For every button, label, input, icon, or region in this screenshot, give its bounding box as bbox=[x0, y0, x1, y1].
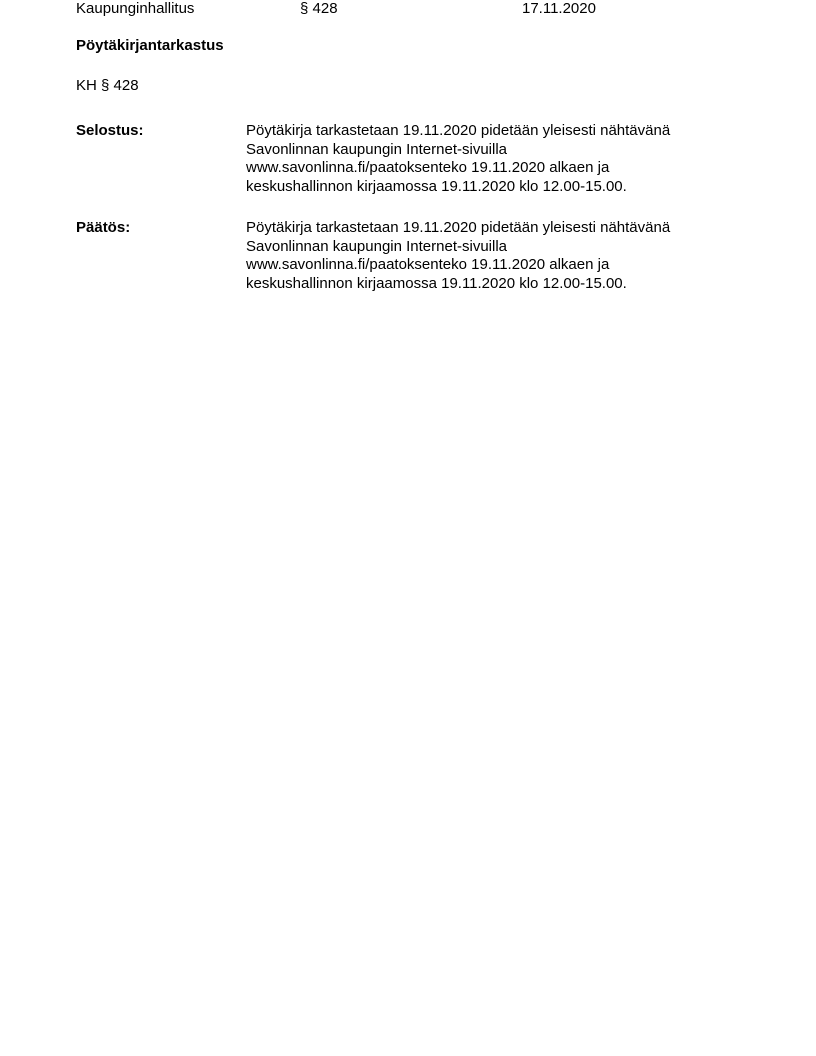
paatos-line: Pöytäkirja tarkastetaan 19.11.2020 pidetään yleisesti nähtävänä bbox=[246, 219, 671, 236]
selostus-section bbox=[76, 122, 756, 202]
paatos-line: Savonlinnan kaupungin Internet-sivuilla bbox=[246, 237, 508, 255]
selostus-line: www.savonlinna.fi/paatoksenteko 19.11.2020 alkaen ja bbox=[246, 159, 610, 176]
selostus-line: keskushallinnon kirjaamossa 19.11.2020 klo 12.00-15.00. bbox=[246, 177, 627, 195]
document-header bbox=[0, 0, 816, 20]
paatos-line: keskushallinnon kirjaamossa 19.11.2020 klo 12.00-15.00. bbox=[246, 274, 627, 292]
selostus-line: Savonlinnan kaupungin Internet-sivuilla bbox=[246, 140, 508, 158]
paatos-section bbox=[76, 219, 756, 299]
paatos-text bbox=[246, 219, 746, 293]
paatos-line: www.savonlinna.fi/paatoksenteko 19.11.2020 alkaen ja bbox=[246, 256, 610, 273]
document-title: Pöytäkirjantarkastus bbox=[76, 37, 224, 54]
selostus-line: Pöytäkirja tarkastetaan 19.11.2020 pidetään yleisesti nähtävänä bbox=[246, 122, 671, 139]
paatos-label: Päätös: bbox=[76, 219, 131, 236]
header-section-number: § 428 bbox=[300, 0, 338, 17]
reference-number: KH § 428 bbox=[76, 77, 139, 94]
selostus-label: Selostus: bbox=[76, 122, 144, 139]
header-date: 17.11.2020 bbox=[522, 0, 596, 17]
header-body-name: Kaupunginhallitus bbox=[76, 0, 195, 17]
selostus-text bbox=[246, 122, 746, 196]
